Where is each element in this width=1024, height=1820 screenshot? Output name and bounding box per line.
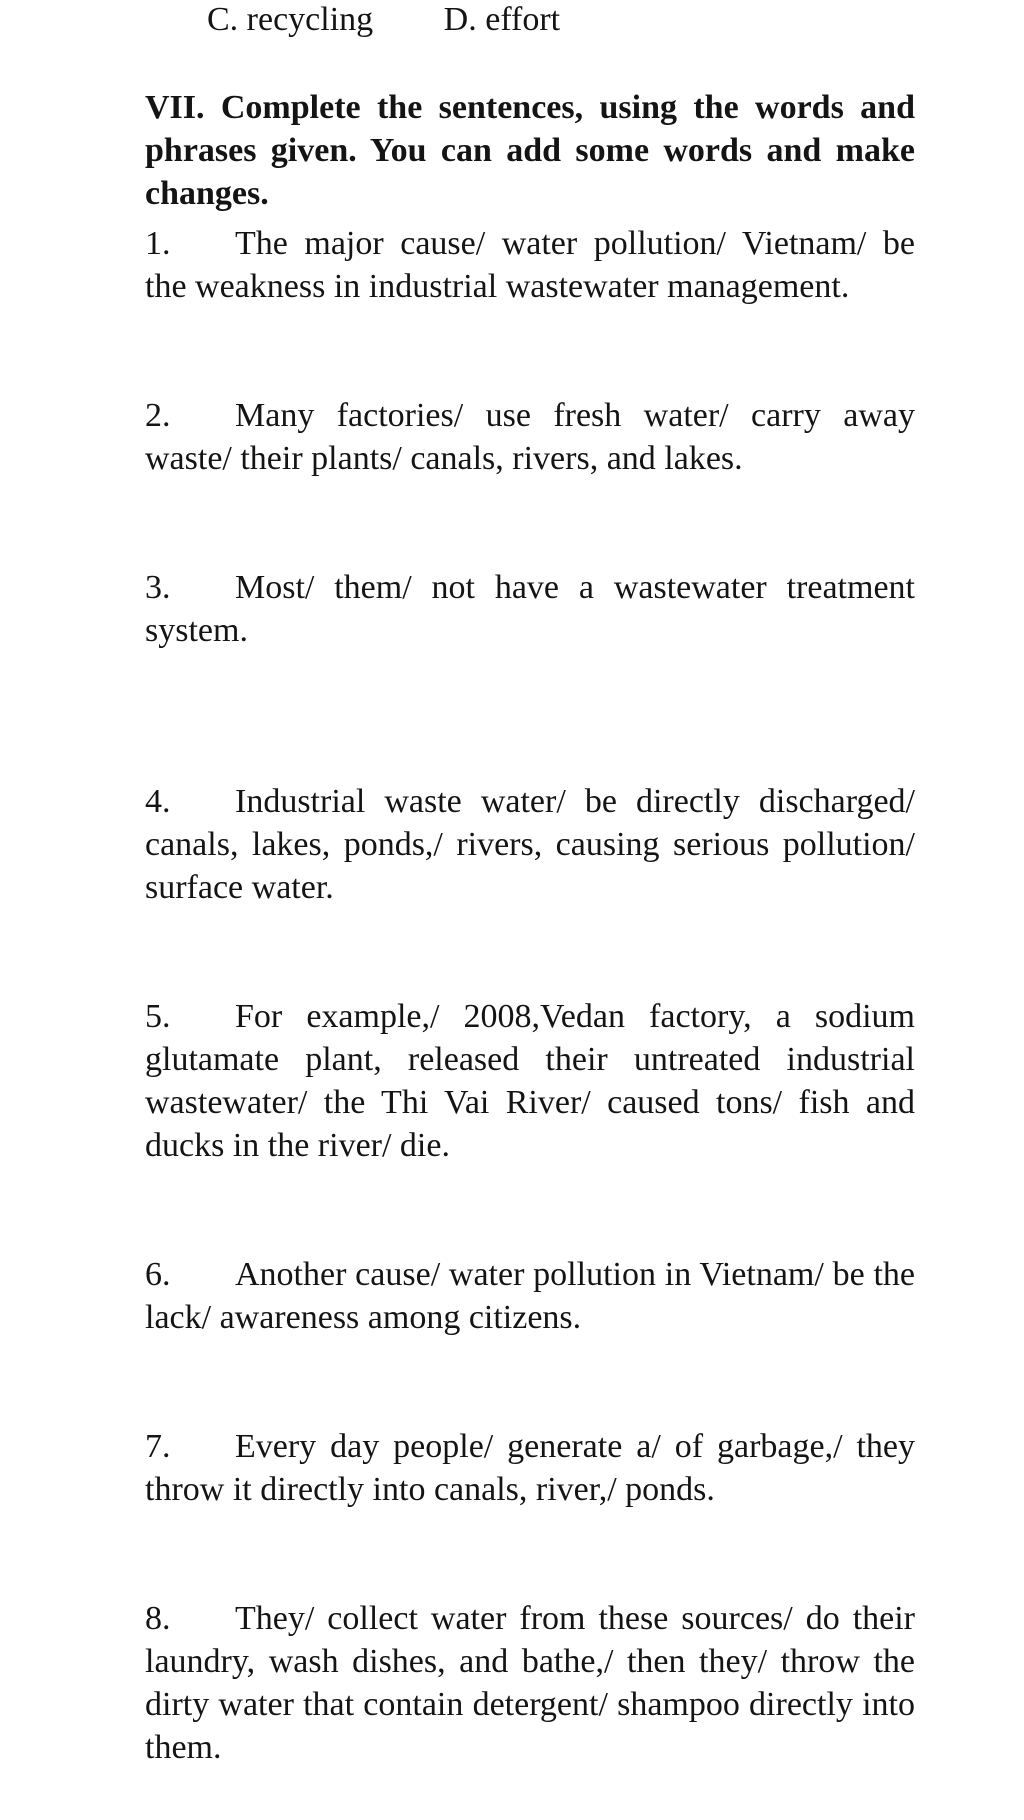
item-number: 5.: [145, 998, 171, 1035]
option-c: C. recycling: [207, 1, 374, 38]
item-text: They/ collect water from these sources/ do their laundry, wash dishes, and bathe,/ then they/ throw the dirty water that contain detergent/ shampoo directly into them.: [145, 1600, 915, 1766]
item-text: Every day people/ generate a/ of garbage,/ they throw it directly into canals, river,/ ponds.: [145, 1428, 915, 1508]
exercise-item-8: [145, 1597, 915, 1769]
item-number: 8.: [145, 1600, 171, 1637]
item-text: The major cause/ water pollution/ Vietnam/ be the weakness in industrial wastewater management.: [145, 225, 915, 305]
exercise-item-5: [145, 995, 915, 1167]
item-text: Most/ them/ not have a wastewater treatment system.: [145, 569, 915, 649]
answer-options: [207, 0, 560, 40]
item-text: For example,/ 2008,Vedan factory, a sodium glutamate plant, released their untreated industrial wastewater/ the Thi Vai River/ caused tons/ fish and ducks in the river/ die.: [145, 998, 915, 1164]
exercise-item-3: [145, 566, 915, 652]
item-number: 6.: [145, 1256, 171, 1293]
exercise-item-2: [145, 394, 915, 480]
option-d: D. effort: [443, 1, 561, 38]
item-number: 2.: [145, 397, 171, 434]
exercise-item-4: [145, 780, 915, 909]
item-text: Another cause/ water pollution in Vietnam/ be the lack/ awareness among citizens.: [145, 1256, 915, 1336]
item-number: 7.: [145, 1428, 171, 1465]
item-number: 1.: [145, 225, 171, 262]
exercise-item-6: [145, 1253, 915, 1339]
item-text: Industrial waste water/ be directly discharged/ canals, lakes, ponds,/ rivers, causing serious pollution/ surface water.: [145, 783, 915, 906]
item-number: 3.: [145, 569, 171, 606]
exercise-item-7: [145, 1425, 915, 1511]
item-text: Many factories/ use fresh water/ carry away waste/ their plants/ canals, rivers, and lakes.: [145, 397, 915, 477]
exercise-item-1: [145, 222, 915, 308]
section-heading: VII. Complete the sentences, using the words and phrases given. You can add some words and make changes.: [145, 89, 915, 212]
item-number: 4.: [145, 783, 171, 820]
